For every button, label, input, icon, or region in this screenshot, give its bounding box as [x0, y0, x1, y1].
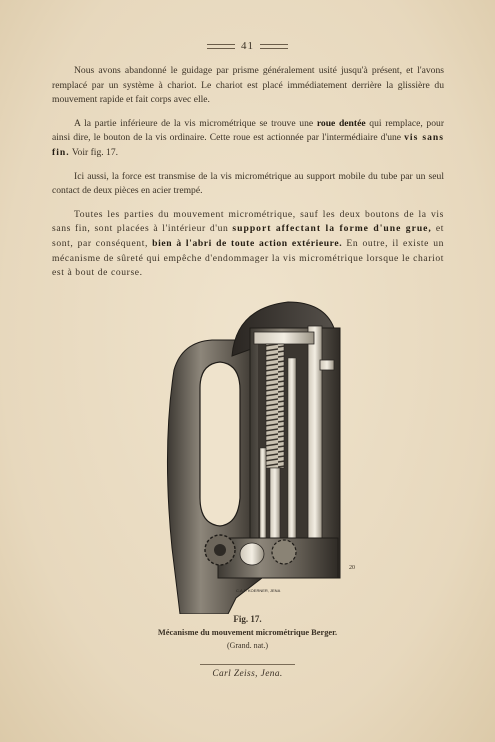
- figure-title: Fig. 17.: [233, 614, 262, 624]
- top-bracket: [254, 332, 314, 344]
- page-number-line: [0, 40, 495, 52]
- paragraph-2: [52, 117, 444, 161]
- micrometer-screw: [270, 468, 280, 538]
- paragraph-4: [52, 208, 444, 281]
- coil-spring: [266, 344, 284, 468]
- figure-caption: Mécanisme du mouvement micrométrique Berger.: [157, 628, 338, 637]
- paragraph-2-bold-a: roue dentée: [316, 117, 366, 129]
- micrometer-mechanism-illustration: [158, 298, 358, 614]
- page-number-rule-left: [207, 44, 235, 49]
- paragraph-4-bold-b: bien à l'abri de toute action extérieure.: [152, 237, 343, 249]
- body-text: [52, 64, 444, 290]
- publisher-footer: Carl Zeiss, Jena.: [212, 669, 283, 679]
- page-number: 41: [241, 40, 254, 52]
- paragraph-3: Ici aussi, la force est transmise de la vis micrométrique au support mobile du tube par un seul contact de deux pièces en acier trempé.: [52, 170, 444, 197]
- paragraph-2-text-c: Voir fig. 17.: [69, 146, 119, 158]
- paragraph-4-text-b: et sont, par conséquent,: [52, 223, 445, 249]
- worm-screw: [240, 543, 264, 565]
- slide-knob: [320, 360, 334, 370]
- paragraph-2-text-b: qui remplace, pour ainsi dire, le bouton de la vis ordinaire. Cette roue est actionnée par l'intermédiaire d'une: [52, 117, 445, 144]
- engraver-mark: C.A.F. KOERNER, JENA: [236, 588, 281, 593]
- toothed-wheel-hub: [214, 544, 226, 556]
- footer-rule: [200, 664, 295, 665]
- paragraph-4-bold-a: support affectant la forme d'une grue,: [232, 223, 432, 235]
- figure-scale: (Grand. nat.): [226, 641, 269, 650]
- paragraph-4-text-a: Toutes les parties du mouvement micrométrique, sauf les deux boutons de la vis sans fin, sont placées à l'intérieur d'un: [52, 208, 444, 235]
- paragraph-2-text-a: A la partie inférieure de la vis micrométrique se trouve une: [74, 117, 317, 129]
- second-gear: [272, 540, 296, 564]
- page-number-rule-right: [260, 44, 288, 49]
- figure-number-label: 20: [349, 565, 355, 571]
- paragraph-4-text-c: En outre, il existe un mécanisme de sûreté qui empêche d'endommager la vis micrométrique lorsque le chariot est à bout de course.: [52, 237, 444, 279]
- arm-opening: [200, 362, 240, 526]
- paragraph-1: Nous avons abandonné le guidage par prisme généralement usité jusqu'à présent, et l'avons remplacé par un système à chariot. Le chariot est placé immédiatement derrière la glissière du mouvement rapide et fait corps avec elle.: [52, 65, 444, 106]
- screw-guide-left: [260, 448, 266, 548]
- screw-guide-right: [288, 358, 296, 548]
- paragraph-2-bold-b: vis sans fin.: [52, 132, 444, 158]
